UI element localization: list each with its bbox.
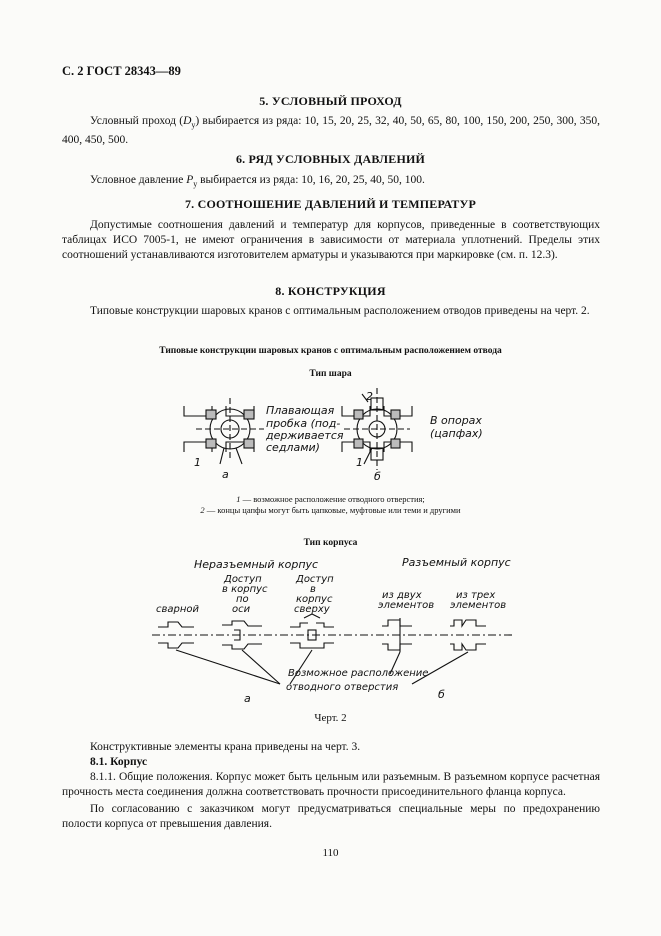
label-b-body: б (438, 688, 445, 701)
section-5-text: Условный проход $(D_y)$ выбирается из ряда: 10, 15, 20, 25, 32, 40, 50, 65, 80, 100, 150, 200, 250, 300, 350, 400, 450, 500. (62, 115, 600, 146)
body-type-title: Тип корпуса (303, 538, 358, 548)
after-p1: Конструктивные элементы крана приведены на черт. 3. (90, 741, 361, 753)
callout-2: 2 (366, 390, 373, 403)
body-type-drawing (150, 550, 520, 710)
access-top-4: сверху (294, 604, 330, 615)
section-7-text: Допустимые соотношения давлений и температур для корпусов, приведенные в соответствующих таблицах ИСО 7005-1, не имеют ограничения в зависимости от материала уплотнений. Пределы этих соотношений устанавливаются изготовителем арматуры и указываются при маркировке (см. п. 12.3). (62, 219, 600, 262)
access-axis-2: в корпус (222, 584, 268, 595)
possible-location-1: Возможное расположение (288, 668, 429, 679)
label-b: б (374, 470, 381, 483)
two-elements-2: элементов (378, 600, 435, 611)
after-p3: По согласованию с заказчиком могут предусматриваться специальные меры по предохранению полости корпуса от превышения давления. (62, 803, 600, 831)
access-axis-3: по (236, 594, 249, 605)
callout-1-a: 1 (194, 456, 201, 469)
section-8-title: 8. КОНСТРУКЦИЯ (275, 284, 386, 298)
page-number: 110 (322, 847, 339, 859)
page-header: С. 2 ГОСТ 28343—89 (62, 64, 181, 78)
three-elements-1: из трех (456, 590, 496, 601)
trunnion-label-2: (цапфах) (430, 427, 483, 440)
ball-type-title: Тип шара (309, 369, 352, 379)
two-elements-1: из двух (382, 590, 422, 601)
section-6-title: 6. РЯД УСЛОВНЫХ ДАВЛЕНИЙ (235, 152, 426, 166)
floating-ball-sketch (184, 398, 264, 464)
label-a: а (222, 468, 229, 481)
access-axis-1: Доступ (224, 574, 262, 585)
floating-label-4: седлами) (266, 441, 320, 454)
access-top-1: Доступ (296, 574, 334, 585)
note-2: 2 — концы цапфы могут быть цапковые, муфтовые или теми и другими (200, 505, 461, 515)
three-elements-2: элементов (450, 600, 507, 611)
subsection-8-1: 8.1. Корпус (90, 756, 148, 768)
top-access-body-sketch (290, 614, 334, 648)
welded-label: сварной (156, 604, 200, 615)
ball-type-drawing (170, 384, 500, 494)
after-p2: 8.1.1. Общие положения. Корпус может быть цельным или разъемным. В разъемном корпусе расчетная прочность места соединения должна соответствовать прочности присоединительного фланца корпуса. (62, 771, 600, 799)
section-8-text: Типовые конструкции шаровых кранов с оптимальным расположением отводов приведены на черт. 2. (90, 305, 590, 317)
non-split-label: Неразъемный корпус (194, 558, 319, 571)
floating-label-3: держивается (266, 429, 344, 442)
section-6-text: Условное давление $P_y$ выбирается из ряда: 10, 16, 20, 25, 40, 50, 100. (90, 174, 425, 189)
figure-label: Черт. 2 (314, 712, 347, 724)
possible-location-2: отводного отверстия (286, 682, 399, 693)
split-label: Разъемный корпус (402, 556, 511, 569)
floating-label-1: Плавающая (266, 404, 335, 417)
access-top-3: корпус (296, 594, 333, 605)
access-top-2: в (310, 584, 316, 595)
floating-label-2: пробка (под- (266, 417, 341, 430)
trunnion-ball-sketch (342, 388, 412, 470)
note-1: 1 — возможное расположение отводного отверстия; (236, 494, 425, 504)
trunnion-label-1: В опорах (430, 414, 482, 427)
section-7-title: 7. СООТНОШЕНИЕ ДАВЛЕНИЙ И ТЕМПЕРАТУР (184, 197, 477, 211)
figure-caption: Типовые конструкции шаровых кранов с оптимальным расположением отвода (159, 346, 502, 356)
access-axis-4: оси (232, 604, 251, 615)
callout-1-b: 1 (356, 456, 363, 469)
section-5-title: 5. УСЛОВНЫЙ ПРОХОД (259, 94, 402, 108)
label-a-body: а (244, 692, 251, 705)
